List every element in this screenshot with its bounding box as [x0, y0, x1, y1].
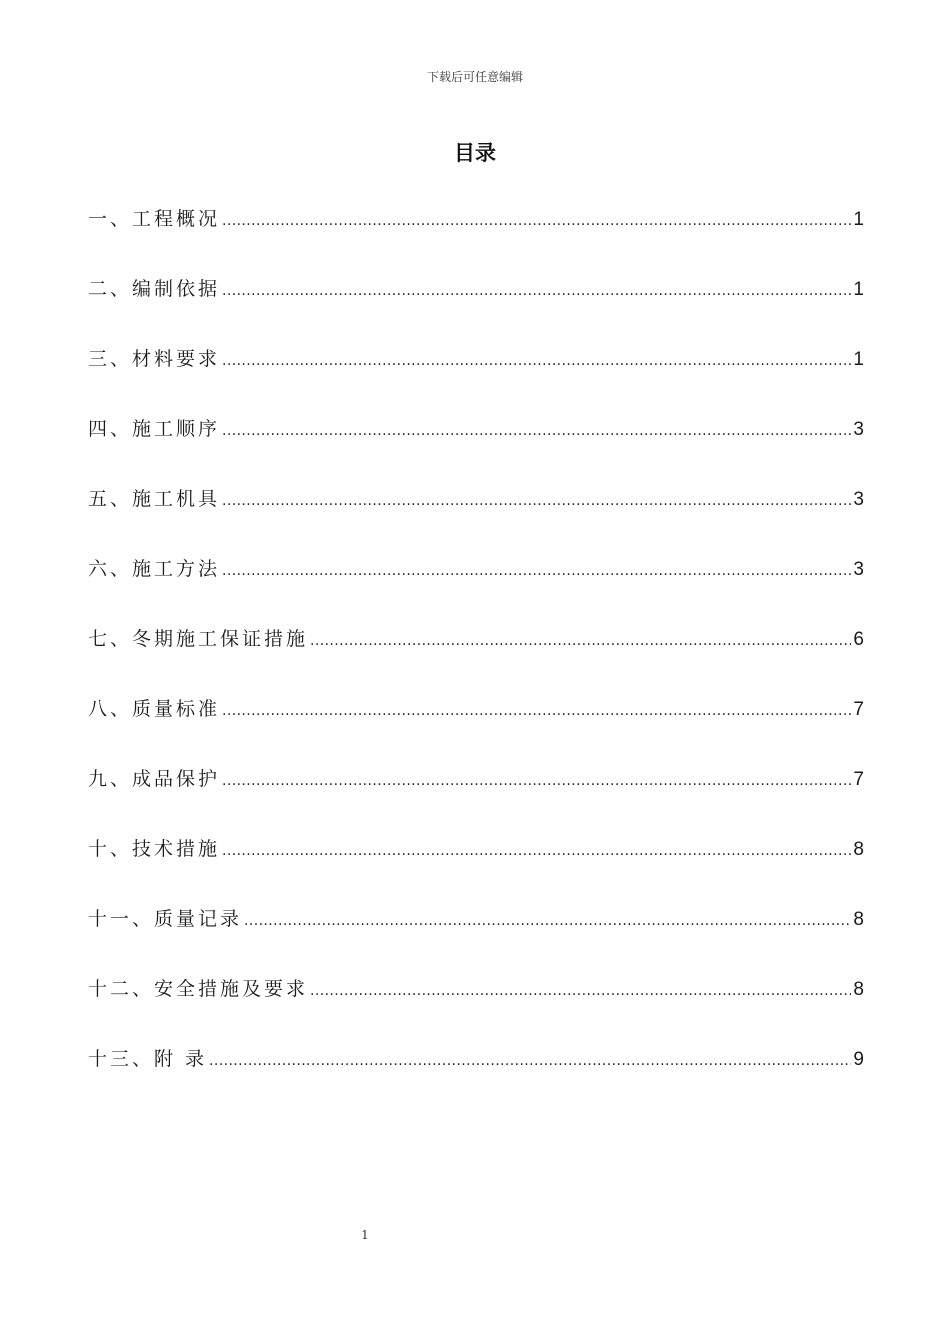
toc-entry-label: 五、施工机具 [88, 488, 221, 510]
toc-entry-page: 8 [853, 979, 864, 1000]
toc-entry-label: 十二、安全措施及要求 [88, 978, 309, 1000]
toc-entry[interactable] [88, 900, 864, 970]
toc-dot-leader [310, 622, 851, 660]
toc-entry-page: 1 [853, 209, 864, 230]
toc-dot-leader [222, 482, 851, 520]
toc-entry-page: 7 [853, 699, 864, 720]
toc-entry-label: 七、冬期施工保证措施 [88, 628, 309, 650]
toc-entry[interactable] [88, 830, 864, 900]
toc-entry-label: 六、施工方法 [88, 558, 221, 580]
toc-dot-leader [222, 762, 851, 800]
toc-dot-leader [222, 272, 851, 310]
toc-entry[interactable] [88, 340, 864, 410]
toc-entry[interactable] [88, 1040, 864, 1110]
toc-dot-leader [222, 342, 851, 380]
toc-entry-label: 一、工程概况 [88, 208, 221, 230]
toc-dot-leader [222, 552, 851, 590]
toc-entry[interactable] [88, 270, 864, 340]
toc-entry-page: 3 [853, 489, 864, 510]
toc-dot-leader [222, 412, 851, 450]
toc-entry-page: 3 [853, 559, 864, 580]
toc-title: 目录 [454, 141, 496, 165]
toc-entry-page: 8 [853, 839, 864, 860]
toc-dot-leader [222, 202, 851, 240]
toc-dot-leader [310, 972, 851, 1010]
toc-entry-label: 八、质量标准 [88, 698, 221, 720]
toc-entry[interactable] [88, 480, 864, 550]
toc-entry-page: 1 [853, 279, 864, 300]
toc-entry[interactable] [88, 550, 864, 620]
toc-entry[interactable] [88, 620, 864, 690]
toc-dot-leader [222, 832, 851, 870]
toc-entry-page: 7 [853, 769, 864, 790]
toc-entry-page: 1 [853, 349, 864, 370]
toc-entry-label: 十、技术措施 [88, 838, 221, 860]
toc-entry-page: 9 [853, 1049, 864, 1070]
toc-dot-leader [222, 692, 851, 730]
toc-entry[interactable] [88, 200, 864, 270]
toc-entry-label: 十一、质量记录 [88, 908, 243, 930]
toc-entry[interactable] [88, 690, 864, 760]
toc-entry-label: 九、成品保护 [88, 768, 221, 790]
toc-entry[interactable] [88, 410, 864, 480]
toc-entry[interactable] [88, 970, 864, 1040]
table-of-contents [88, 200, 864, 1110]
toc-entry[interactable] [88, 760, 864, 830]
toc-entry-page: 6 [853, 629, 864, 650]
toc-dot-leader [209, 1042, 851, 1080]
page-number: 1 [361, 1228, 369, 1242]
toc-entry-label: 二、编制依据 [88, 278, 221, 300]
toc-entry-label: 三、材料要求 [88, 348, 221, 370]
toc-entry-label: 四、施工顺序 [88, 418, 221, 440]
toc-dot-leader [244, 902, 851, 940]
toc-entry-page: 8 [853, 909, 864, 930]
header-note: 下载后可任意编辑 [426, 70, 523, 84]
toc-entry-page: 3 [853, 419, 864, 440]
toc-entry-label: 十三、附 录 [88, 1048, 208, 1070]
